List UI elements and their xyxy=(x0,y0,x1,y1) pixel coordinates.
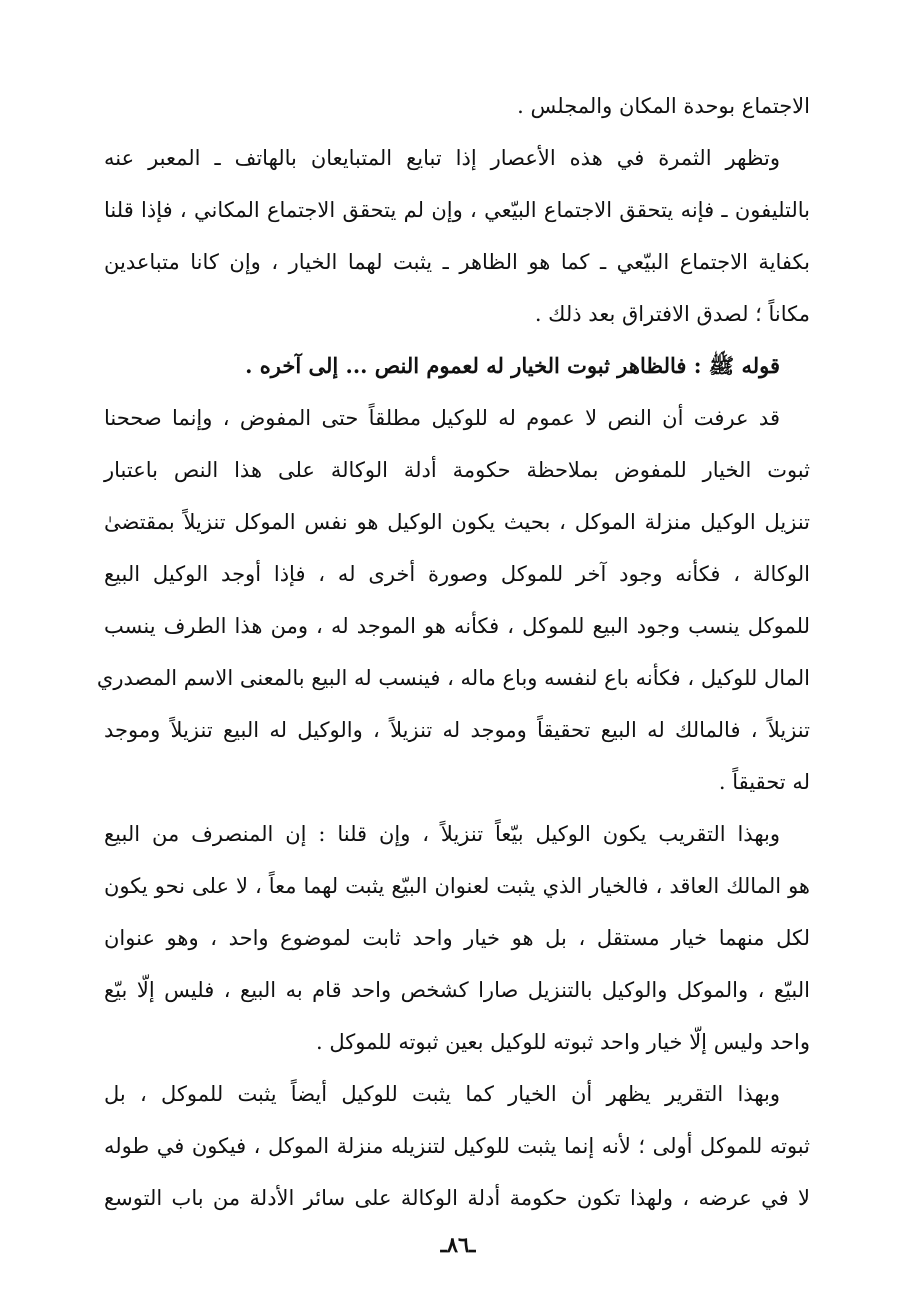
text-line: وبهذا التقريب يكون الوكيل بيّعاً تنزيلاً ، وإن قلنا : إن المنصرف من البيع xyxy=(104,822,780,846)
text-line: وبهذا التقرير يظهر أن الخيار كما يثبت للوكيل أيضاً يثبت للموكل ، بل xyxy=(104,1082,780,1106)
text-line: بالتليفون ـ فإنه يتحقق الاجتماع البيّعي ، وإن لم يتحقق الاجتماع المكاني ، فإذا قلنا xyxy=(104,198,810,222)
text-line: الوكالة ، فكأنه وجود آخر للموكل وصورة أخرى له ، فإذا أوجد الوكيل البيع xyxy=(104,562,810,586)
text-line: هو المالك العاقد ، فالخيار الذي يثبت لعنوان البيّع يثبت لهما معاً ، لا على نحو يكون xyxy=(104,874,810,898)
text-line: مكاناً ؛ لصدق الافتراق بعد ذلك . xyxy=(534,302,810,326)
text-line: المال للوكيل ، فكأنه باع لنفسه وباع ماله ، فينسب له البيع بالمعنى الاسم المصدري xyxy=(96,666,810,690)
text-line: لكل منهما خيار مستقل ، بل هو خيار واحد ثابت لموضوع واحد ، وهو عنوان xyxy=(104,926,810,950)
text-line: تنزيل الوكيل منزلة الموكل ، بحيث يكون الوكيل هو نفس الموكل تنزيلاً بمقتضىٰ xyxy=(104,510,810,534)
text-line: تنزيلاً ، فالمالك له البيع تحقيقاً وموجد له تنزيلاً ، والوكيل له البيع تنزيلاً وموجد xyxy=(104,718,810,742)
commentary-heading: قوله ﷺ : فالظاهر ثبوت الخيار له لعموم النص ... إلى آخره . xyxy=(245,353,780,378)
text-line: واحد وليس إلّا خيار واحد ثبوته للوكيل بعين ثبوته للموكل . xyxy=(316,1030,810,1054)
text-line: وتظهر الثمرة في هذه الأعصار إذا تبايع المتبايعان بالهاتف ـ المعبر عنه xyxy=(104,146,780,170)
text-line: للموكل ينسب وجود البيع للموكل ، فكأنه هو الموجد له ، ومن هذا الطرف ينسب xyxy=(104,614,810,638)
text-line: البيّع ، والموكل والوكيل بالتنزيل صارا كشخص واحد قام به البيع ، فليس إلّا بيّع xyxy=(104,978,810,1002)
text-line: الاجتماع بوحدة المكان والمجلس . xyxy=(517,94,810,118)
text-line: له تحقيقاً . xyxy=(718,770,810,794)
page-number: ـ٨٦ـ xyxy=(440,1232,476,1257)
text-line: لا في عرضه ، ولهذا تكون حكومة أدلة الوكالة على سائر الأدلة من باب التوسع xyxy=(104,1186,810,1210)
page-text-body xyxy=(96,80,810,1224)
text-line: بكفاية الاجتماع البيّعي ـ كما هو الظاهر ـ يثبت لهما الخيار ، وإن كانا متباعدين xyxy=(104,250,810,274)
text-line: ثبوت الخيار للمفوض بملاحظة حكومة أدلة الوكالة على هذا النص باعتبار xyxy=(104,458,810,482)
text-line: ثبوته للموكل أولى ؛ لأنه إنما يثبت للوكيل لتنزيله منزلة الموكل ، فيكون في طوله xyxy=(104,1134,810,1158)
text-line: قد عرفت أن النص لا عموم له للوكيل مطلقاً حتى المفوض ، وإنما صححنا xyxy=(104,406,780,430)
